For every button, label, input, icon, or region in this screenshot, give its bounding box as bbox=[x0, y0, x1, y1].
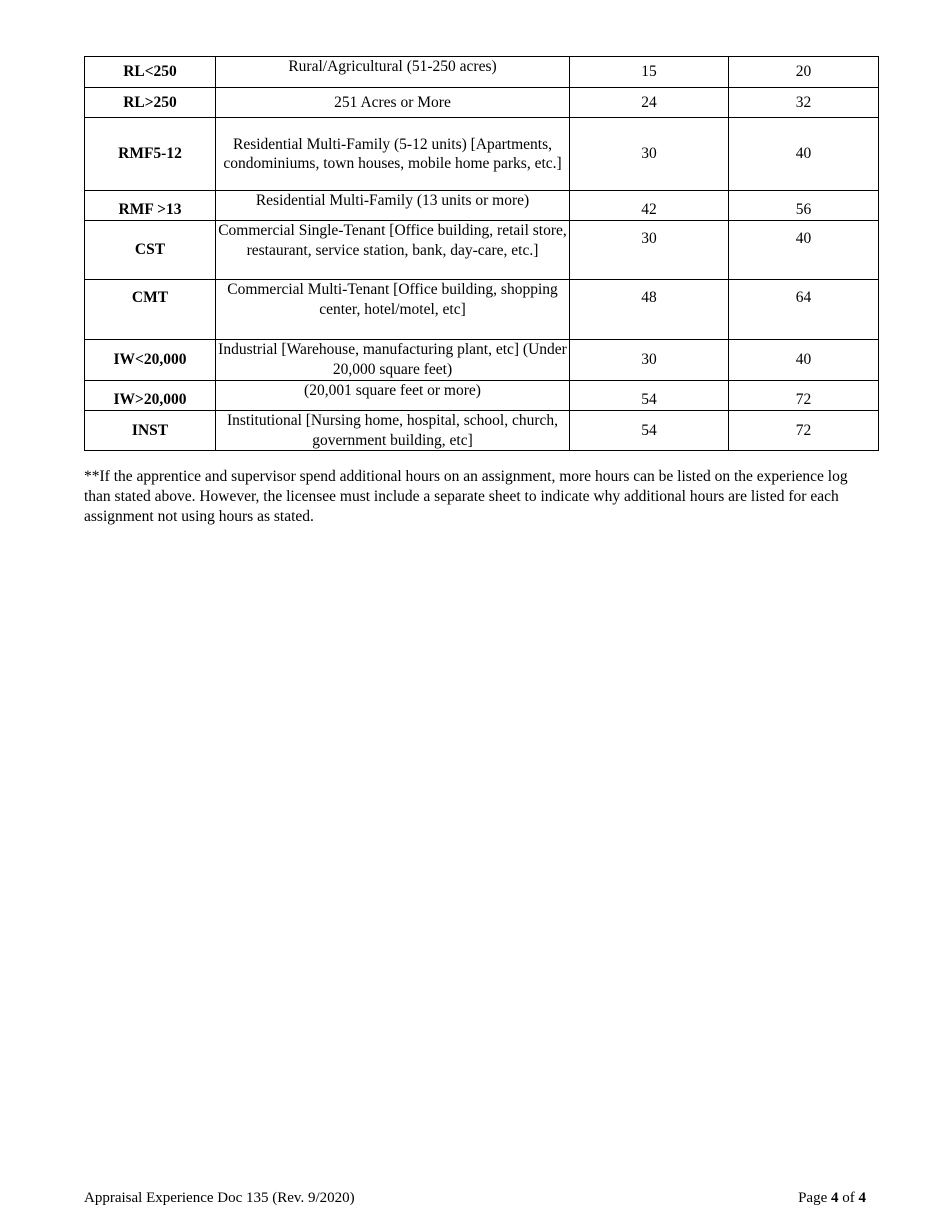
hours-table bbox=[84, 56, 879, 451]
footnote: **If the apprentice and supervisor spend additional hours on an assignment, more hours can be listed on the experience log than stated above. However, the licensee must include a separate sheet to indicate why additional hours are listed for each assignment not using hours as stated. bbox=[84, 468, 848, 525]
hours-value: 30 bbox=[570, 221, 729, 280]
property-code: CMT bbox=[85, 280, 216, 340]
hours-value: 30 bbox=[570, 340, 729, 381]
hours-value: 30 bbox=[570, 118, 729, 191]
property-code: RL<250 bbox=[85, 57, 216, 88]
property-description: Rural/Agricultural (51-250 acres) bbox=[216, 57, 570, 88]
hours-value: 20 bbox=[729, 57, 879, 88]
property-description: Commercial Multi-Tenant [Office building, shopping center, hotel/motel, etc] bbox=[216, 280, 570, 340]
property-code: RL>250 bbox=[85, 88, 216, 118]
hours-value: 40 bbox=[729, 118, 879, 191]
property-description: 251 Acres or More bbox=[216, 88, 570, 118]
property-description: Institutional [Nursing home, hospital, school, church, government building, etc] bbox=[216, 411, 570, 451]
page-total: 4 bbox=[858, 1190, 866, 1206]
hours-value: 54 bbox=[570, 381, 729, 411]
property-description: Residential Multi-Family (5-12 units) [Apartments, condominiums, town houses, mobile home parks, etc.] bbox=[216, 118, 570, 191]
hours-value: 54 bbox=[570, 411, 729, 451]
table-row bbox=[85, 191, 879, 221]
property-code: IW<20,000 bbox=[85, 340, 216, 381]
hours-value: 42 bbox=[570, 191, 729, 221]
hours-value: 72 bbox=[729, 381, 879, 411]
hours-value: 24 bbox=[570, 88, 729, 118]
property-code: INST bbox=[85, 411, 216, 451]
property-code: RMF5-12 bbox=[85, 118, 216, 191]
property-description: Commercial Single-Tenant [Office building, retail store, restaurant, service station, bank, day-care, etc.] bbox=[216, 221, 570, 280]
property-code: IW>20,000 bbox=[85, 381, 216, 411]
hours-value: 40 bbox=[729, 221, 879, 280]
table-row bbox=[85, 340, 879, 381]
page-current: 4 bbox=[831, 1190, 839, 1206]
footer-doc-label: Appraisal Experience Doc 135 (Rev. 9/2020) bbox=[84, 1190, 355, 1206]
hours-value: 72 bbox=[729, 411, 879, 451]
table-row bbox=[85, 381, 879, 411]
hours-value: 15 bbox=[570, 57, 729, 88]
table-row bbox=[85, 280, 879, 340]
property-code: CST bbox=[85, 221, 216, 280]
hours-value: 64 bbox=[729, 280, 879, 340]
table-row bbox=[85, 88, 879, 118]
hours-value: 56 bbox=[729, 191, 879, 221]
property-description: Industrial [Warehouse, manufacturing plant, etc] (Under 20,000 square feet) bbox=[216, 340, 570, 381]
hours-value: 32 bbox=[729, 88, 879, 118]
page-number bbox=[798, 1189, 866, 1207]
property-description: (20,001 square feet or more) bbox=[216, 381, 570, 411]
page-prefix: Page bbox=[798, 1190, 828, 1206]
table-row bbox=[85, 221, 879, 280]
table-row bbox=[85, 118, 879, 191]
table-row bbox=[85, 57, 879, 88]
page-of: of bbox=[842, 1190, 855, 1206]
property-description: Residential Multi-Family (13 units or more) bbox=[216, 191, 570, 221]
hours-value: 48 bbox=[570, 280, 729, 340]
table-row bbox=[85, 411, 879, 451]
hours-value: 40 bbox=[729, 340, 879, 381]
property-code: RMF >13 bbox=[85, 191, 216, 221]
